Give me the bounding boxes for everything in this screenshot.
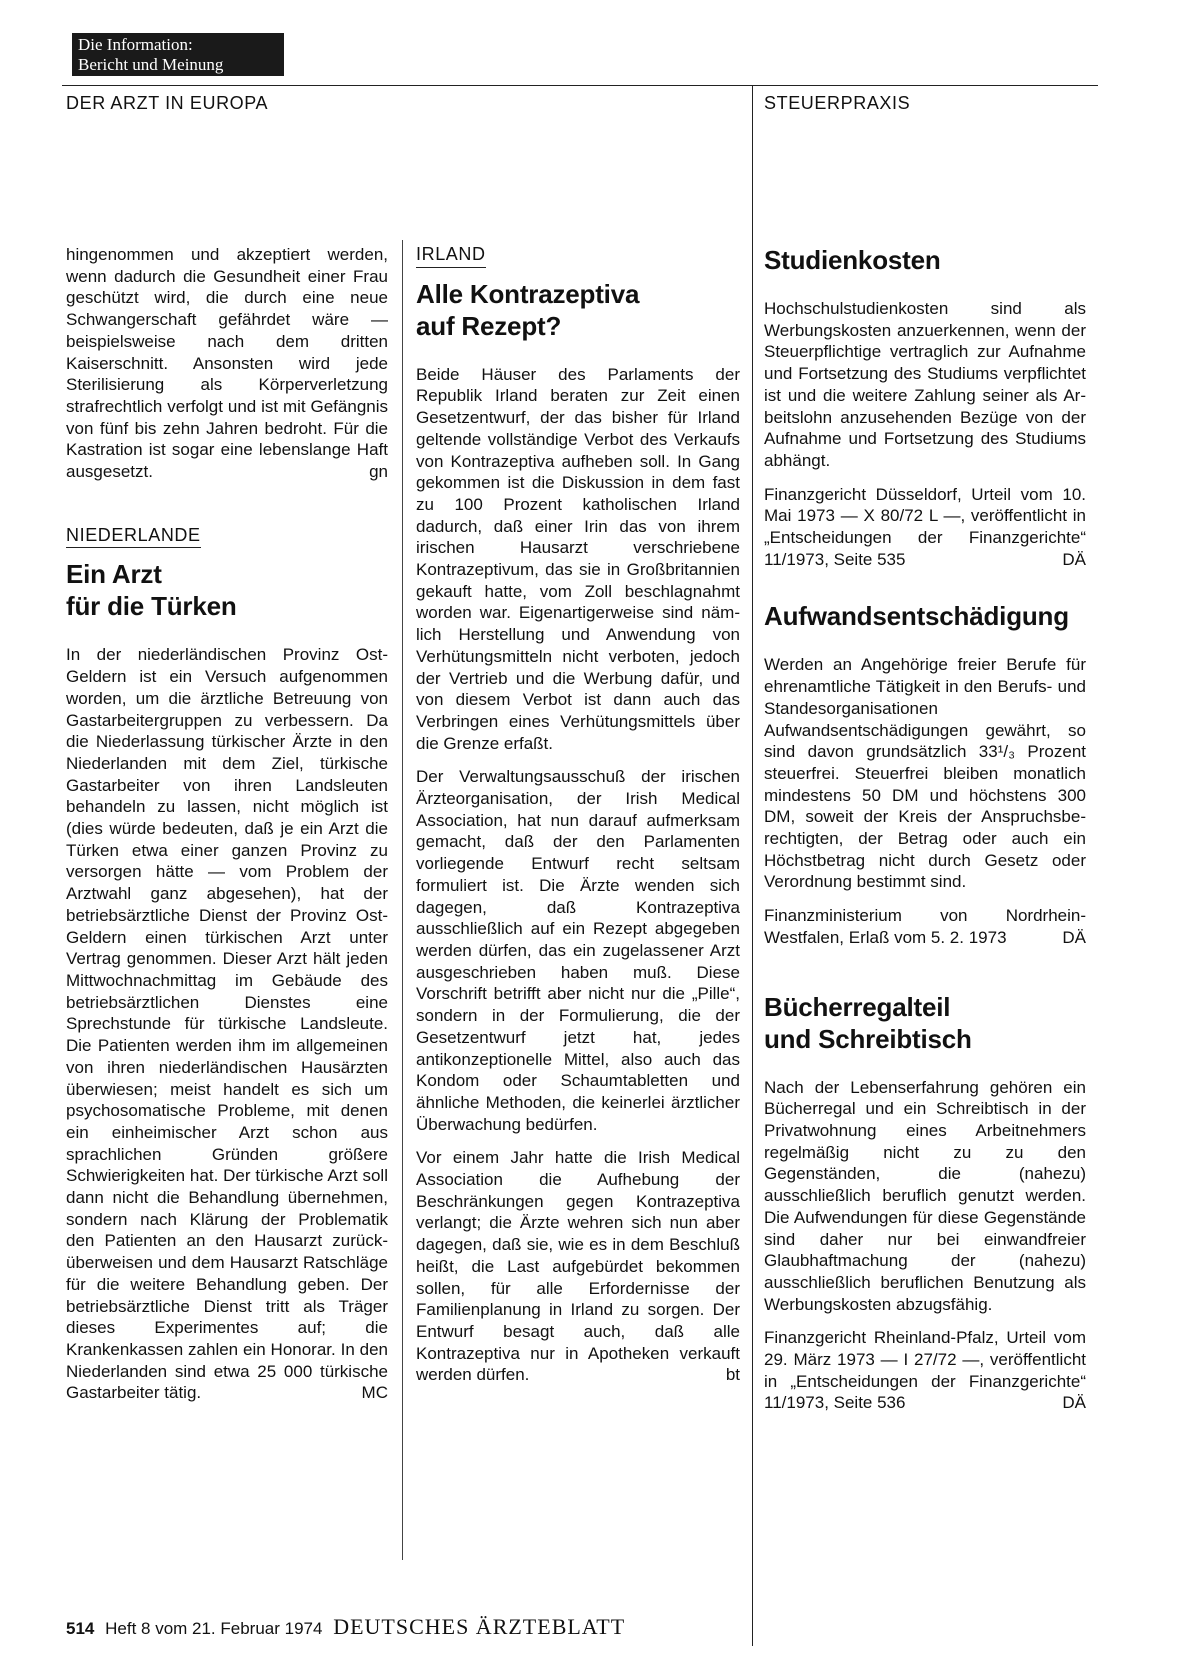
headline-buecherregal xyxy=(764,991,1086,1055)
headline-line: und Schreibtisch xyxy=(764,1023,972,1054)
author-initials: DÄ xyxy=(1062,1393,1086,1413)
source-citation xyxy=(764,484,1086,571)
paragraph: Werden an Angehörige freier Berufe für ehrenamtliche Tätigkeit in den Berufs- und Standesorganisationen Aufwandsentschädigungen gewährt, so sind davon grundsätzlich 33¹/₃ Prozent steuerfrei. Steuerfrei bleiben monatlich mindestens 50 DM und höchstens 300 DM, soweit der Kreis der Anspruchsberechtigten, der Betrag oder auch ein Höchstbetrag nicht durch Gesetz oder Verordnung bestimmt sind. xyxy=(764,655,1086,892)
masthead-line-1: Die Information: xyxy=(78,35,193,54)
author-initials: DÄ xyxy=(1062,927,1086,947)
headline-line: Bücherregalteil xyxy=(764,991,951,1022)
magazine-name: DEUTSCHES ÄRZTEBLATT xyxy=(333,1614,626,1639)
paragraph xyxy=(416,1147,740,1386)
paragraph-text: hingenommen und akzeptiert werden, wenn dadurch die Gesundheit einer Frau geschützt wird, die durch eine neue Schwangerschaft gefährdet wäre — beispielsweise nach dem dritten Kaiserschnitt. Ansonsten wird jede Sterilisierung als Körperverletzung strafrechtlich verfolgt und ist mit Gefängnis von fünf bis zehn Jahren bedroht. Für die Kastration ist sogar eine lebenslange Haft ausgesetzt. xyxy=(66,245,388,482)
citation-text: Finanzgericht Düsseldorf, Urteil vom 10. Mai 1973 — X 80/72 L —, veröffentlicht in „Entscheidungen der Finanzgerichte“ 11/1973, Seite 535 xyxy=(764,484,1086,569)
headline-studienkosten: Studienkosten xyxy=(764,245,941,275)
headline-line: Alle Kontrazeptiva xyxy=(416,278,640,309)
headline-line: auf Rezept? xyxy=(416,310,562,341)
paragraph: Der Verwaltungsausschuß der irischen Ärzteorganisation, der Irish Medical Association, hat nun darauf aufmerksam gemacht, daß der den Parlamenten vorliegende Entwurf recht seltsam formuliert ist. Die Ärzte wenden sich dagegen, daß Kontrazeptiva ausschließlich auf ein Rezept abgegeben werden dürfen, das ein zugelassener Arzt ausgeschrieben haben muß. Diese Vorschrift betrifft aber nicht nur die „Pille“, sondern in der Formulierung, die der Gesetzentwurf jetzt hat, jedes antikonzeptionelle Mittel, also auch das Kondom oder Schaumtabletten und ähnliche Methoden, die keinerlei ärztlicher Überwachung bedürfen. xyxy=(416,767,740,1134)
masthead-line-2: Bericht und Meinung xyxy=(78,55,224,74)
headline-aufwandsentschaedigung: Aufwandsentschädigung xyxy=(764,601,1069,632)
author-initials: bt xyxy=(725,1365,740,1385)
citation-text: Finanzministerium von Nordrhein-Westfalen, Erlaß vom 5. 2. 1973 xyxy=(764,906,1086,947)
issue-info: Heft 8 vom 21. Februar 1974 xyxy=(105,1619,323,1638)
page-footer xyxy=(66,1614,625,1640)
headline-kontrazeptiva xyxy=(416,278,740,342)
paragraph xyxy=(66,244,388,483)
column-divider-middle xyxy=(402,240,403,1560)
section-label-right: STEUERPRAXIS xyxy=(764,93,911,113)
author-initials: gn xyxy=(369,462,388,482)
section-label-left: DER ARZT IN EUROPA xyxy=(66,93,269,113)
masthead xyxy=(72,33,284,76)
column-1 xyxy=(66,244,388,1416)
page-number: 514 xyxy=(66,1619,95,1638)
column-2 xyxy=(416,244,740,1398)
kicker-niederlande: NIEDERLANDE xyxy=(66,525,201,549)
author-initials: MC xyxy=(361,1383,388,1403)
paragraph: Hochschulstudienkosten sind als Werbungskosten anzuerkennen, wenn der Steuerpflichtige vertraglich zur Aufnahme und Fortsetzung des Studiums verpflichtet ist und die weitere Zahlung seiner als Arbeitslohn anzusehenden Bezüge von der Aufnahme und Fortsetzung des Studiums abhängt. xyxy=(764,299,1086,470)
headline-line: Ein Arzt xyxy=(66,559,162,590)
headline-line: für die Türken xyxy=(66,591,237,622)
paragraph: Nach der Lebenserfahrung gehören ein Bücherregal und ein Schreibtisch in der Privatwohnung eines Arbeitnehmers regelmäßig nicht zu zu den Gegenständen, die (nahezu) ausschließlich beruflich genutzt werden. Die Aufwendungen für diese Gegenstände sind daher nur bei einwandfreier Glaubhaftmachung der (nahezu) ausschließlich beruflichen Benutzung als Werbungskosten abzugsfähig. xyxy=(764,1077,1086,1314)
source-citation xyxy=(764,1327,1086,1414)
column-divider-right xyxy=(752,86,753,1646)
column-3 xyxy=(764,244,1086,1426)
top-rule xyxy=(62,85,1098,86)
headline-ein-arzt xyxy=(66,558,388,622)
paragraph xyxy=(66,644,388,1404)
citation-text: Finanzgericht Rheinland-Pfalz, Urteil vom 29. März 1973 — I 27/72 —, veröffentlicht in „Entscheidungen der Finanzgerichte“ 11/1973, Seite 536 xyxy=(764,1328,1086,1413)
paragraph-text: Vor einem Jahr hatte die Irish Medical Association die Aufhebung der Beschränkungen gegen Kontrazeptiva verlangt; die Ärzte wehren sich nun aber dagegen, daß sie, wie es in dem Beschluß heißt, die Last aufgebürdet bekommen sollen, für alle Erfordernisse der Familienplanung in Irland zu sorgen. Der Entwurf besagt auch, daß alle Kontrazeptiva nur in Apotheken verkauft werden dürfen. xyxy=(416,1148,740,1385)
paragraph: Beide Häuser des Parlaments der Republik Irland beraten zur Zeit einen Gesetzentwurf, der das bisher für Irland geltende vollständige Verbot des Verkaufs von Kontrazeptiva aufheben soll. In Gang gekommen ist die Diskussion in dem fast zu 100 Prozent katholischen Irland dadurch, daß einer Irin das von ihrem irischen Hausarzt verschriebene Kontrazeptivum, das sie in Großbritannien gekauft hatte, vom Zoll beschlagnahmt worden war. Eigenartigerweise sind nämlich Herstellung und Anwendung von Verhütungsmitteln nicht verboten, jedoch der Vertrieb und die Werbung dafür, und von diesem Verbot ist dann auch das Verbringen eines Verhütungsmittels über die Grenze erfaßt. xyxy=(416,364,740,753)
kicker-irland: IRLAND xyxy=(416,244,486,268)
source-citation xyxy=(764,905,1086,948)
author-initials: DÄ xyxy=(1062,549,1086,569)
paragraph-text: In der niederländischen Provinz Ost-Geldern ist ein Versuch aufgenommen worden, um die ärztliche Betreuung von Gastarbeitergruppen zu verbessern. Da die Niederlassung türkischer Ärzte in den Niederlanden mit dem Ziel, türkische Gastarbeiter von ihren Landsleuten behandeln zu lassen, nicht möglich ist (dies würde bedeuten, daß je ein Arzt die Türken etwa einer ganzen Provinz zu versorgen hätte — vom Problem der Arztwahl ganz abgesehen), hat der betriebsärztliche Dienst der Provinz Ost-Geldern einen türkischen Arzt unter Vertrag genommen. Dieser Arzt hält jeden Mittwochnachmittag im Gebäude des betriebsärztlichen Dienstes eine Sprechstunde für türkische Landsleute. Die Patienten werden ihm im allgemeinen von ihren niederländischen Hausärzten überwiesen; meist handelt es sich um psychosomatische Probleme, mit denen ein einheimischer Arzt schon aus sprachlichen Gründen größere Schwierigkeiten hat. Der türkische Arzt soll dann nicht die Behandlung übernehmen, sondern nach Klärung der Problematik den Patienten an den Hausarzt zurücküberweisen und dem Hausarzt Ratschläge für die weitere Behandlung geben. Der betriebsärztliche Dienst tritt als Träger dieses Experimentes auf; die Krankenkassen zahlen ein Honorar. In den Niederlanden sind etwa 25 000 türkische Gastarbeiter tätig. xyxy=(66,645,388,1403)
